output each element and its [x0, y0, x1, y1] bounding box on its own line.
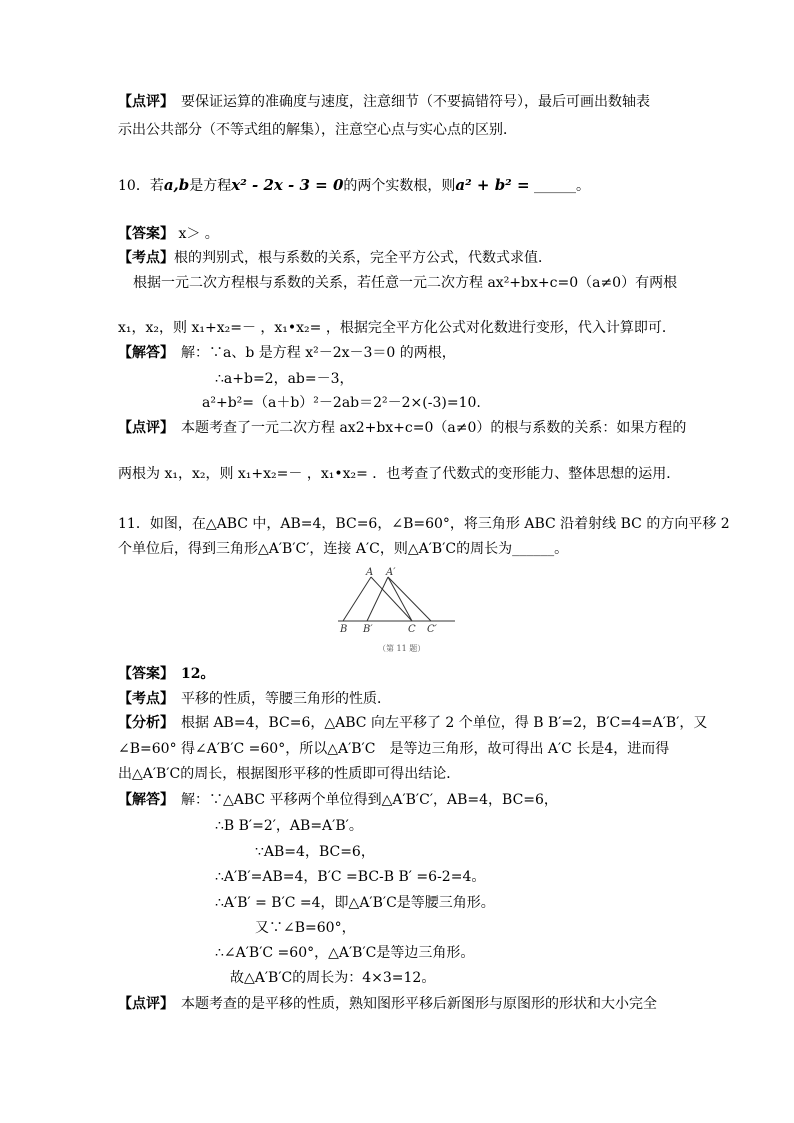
label-c: C [408, 624, 416, 635]
question-10: 10．若a,b是方程x² - 2x - 3 = 0的两个实数根，则a² + b² = ______。 [118, 176, 590, 194]
math-ab: a,b [163, 176, 190, 194]
dianping-10-line-1: 【点评】 本题考查了一元二次方程 ax2+bx+c=0（a≠0）的根与系数的关系：如果方程的 [118, 420, 687, 436]
jieda-11-line-4: ∴A′B′=AB=4，B′C =BC-B B′ =6-2=4。 [215, 869, 486, 885]
answer-blank: ______ [534, 178, 576, 194]
analysis-10-line-1: 根据一元二次方程根与系数的关系，若任意一元二次方程 ax²+bx+c=0（a≠0）有两根 [133, 275, 678, 291]
fenxi-11-line-1: 【分析】 根据 AB=4，BC=6，△ABC 向左平移了 2 个单位，得 B B′=2，B′C=4=A′B′，又 [118, 715, 708, 731]
kaodian-11: 【考点】 平移的性质，等腰三角形的性质． [118, 691, 391, 707]
segment-ab [343, 577, 371, 621]
comment-9-line-2: 示出公共部分（不等式组的解集），注意空心点与实心点的区别． [118, 122, 517, 138]
triangle-figure [330, 565, 465, 657]
label-b: B [340, 624, 348, 635]
dianping-10-line-2: 两根为 x₁，x₂，则 x₁+x₂=－ ，x₁•x₂= ．也考查了代数式的变形能力、整体思想的运用． [118, 466, 681, 482]
jieda-10-line-3: a²+b²=（a＋b）²－2ab＝2²－2×(-3)=10. [202, 395, 481, 411]
analysis-10-line-2: x₁，x₂，则 x₁+x₂=－ ，x₁•x₂= ，根据完全平方化公式对化数进行变形，代入计算即可． [118, 320, 676, 336]
label-a-prime: A′ [386, 567, 396, 578]
answer-blank: ______ [512, 541, 555, 557]
jieda-11-line-6: 又∵∠B=60°， [255, 920, 356, 936]
jieda-10-line-2: ∴a+b=2，ab=－3， [215, 371, 354, 387]
question-11-line-2: 个单位后，得到三角形△A′B′C′，连接 A′C，则△A′B′C的周长为______。 [118, 541, 569, 557]
jieda-10-line-1: 【解答】 解：∵a、b 是方程 x²－2x－3＝0 的两根， [118, 345, 456, 361]
jieda-11-line-2: ∴B B′=2′，AB=A′B′。 [215, 818, 363, 834]
jieda-11-line-1: 【解答】 解：∵△ABC 平移两个单位得到△A′B′C′，AB=4，BC=6， [118, 792, 558, 808]
dianping-11-line-1: 【点评】 本题考查的是平移的性质，熟知图形平移后新图形与原图形的形状和大小完全 [118, 996, 657, 1012]
label-b-prime: B′ [363, 624, 373, 635]
math-equation: x² - 2x - 3 = 0 [231, 176, 344, 194]
jieda-11-line-8: 故△A′B′C的周长为：4×3=12。 [230, 970, 436, 986]
figure-caption: （第 11 题） [378, 644, 426, 653]
jieda-11-line-3: ∵AB=4，BC=6， [255, 844, 375, 860]
answer-10: 【答案】 x＞ 。 [118, 226, 219, 242]
label-a: A [366, 567, 374, 578]
jieda-11-line-7: ∴∠A′B′C =60°，△A′B′C是等边三角形。 [215, 945, 475, 961]
fenxi-11-line-2: ∠B=60° 得∠A′B′C =60°，所以△A′B′C 是等边三角形，故可得出 A′C 长是4，进而得 [118, 741, 670, 757]
segment-a1c1 [388, 577, 431, 621]
label-c-prime: C′ [427, 624, 437, 635]
question-11-line-1: 11．如图，在△ABC 中，AB=4，BC=6，∠B=60°，将三角形 ABC 沿着射线 BC 的方向平移 2 [118, 516, 730, 532]
comment-9-line-1: 【点评】 要保证运算的准确度与速度，注意细节（不要搞错符号），最后可画出数轴表 [118, 94, 650, 110]
jieda-11-line-5: ∴A′B′ = B′C =4，即△A′B′C是等腰三角形。 [215, 895, 495, 911]
kaodian-10: 【考点】根的判别式，根与系数的关系，完全平方公式，代数式求值． [118, 250, 552, 266]
fenxi-11-line-3: 出△A′B′C的周长，根据图形平移的性质即可得出结论． [118, 766, 461, 782]
math-expression: a² + b² = [455, 176, 530, 194]
dianping-tag: 【点评】 [118, 94, 167, 110]
answer-11: 【答案】 12。 [118, 666, 215, 682]
